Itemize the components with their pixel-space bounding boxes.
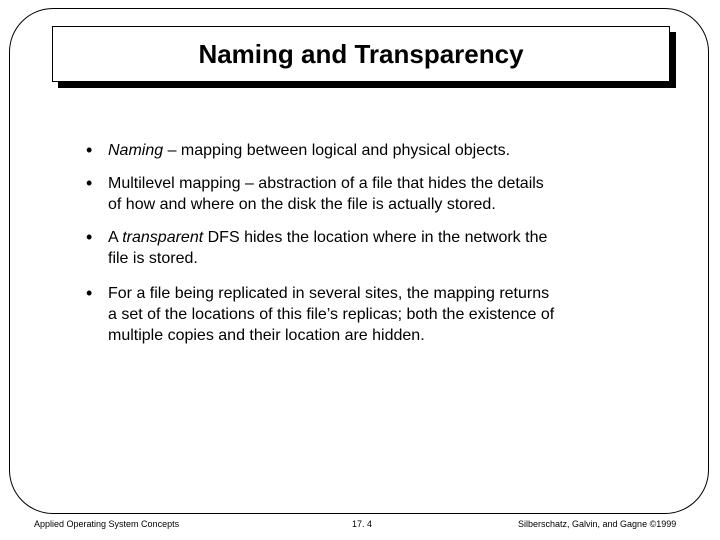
term-transparent: transparent [122,229,204,246]
bullet-text-line: file is stored. [108,250,198,267]
bullet-multilevel-mapping [86,173,626,215]
bullet-transparent-dfs [86,227,626,269]
bullet-text-line: Multilevel mapping – abstraction of a file that hides the details [108,175,544,192]
bullet-text-line: a set of the locations of this file’s replicas; both the existence of [108,306,555,323]
term-naming: Naming [108,142,164,159]
bullet-icon: • [86,140,93,160]
bullet-icon: • [86,227,93,247]
footer-copyright: Silberschatz, Galvin, and Gagne ©1999 [518,519,677,529]
slide-title: Naming and Transparency [198,39,524,69]
bullet-text-line: of how and where on the disk the file is actually stored. [108,196,496,213]
bullet-text-line: DFS hides the location where in the network the [203,229,548,246]
bullet-icon: • [86,173,93,193]
footer-page-number: 17. 4 [352,519,373,529]
bullet-naming [86,140,626,161]
bullet-prefix: A [108,229,123,246]
title-box [52,26,670,82]
bullet-text-line: multiple copies and their location are hidden. [108,327,425,344]
bullet-text: – mapping between logical and physical objects. [163,142,511,159]
bullet-list [86,140,626,357]
footer-book-title: Applied Operating System Concepts [34,519,180,529]
bullet-icon: • [86,283,93,303]
bullet-text-line: For a file being replicated in several sites, the mapping returns [108,285,550,302]
bullet-replication [86,283,626,346]
